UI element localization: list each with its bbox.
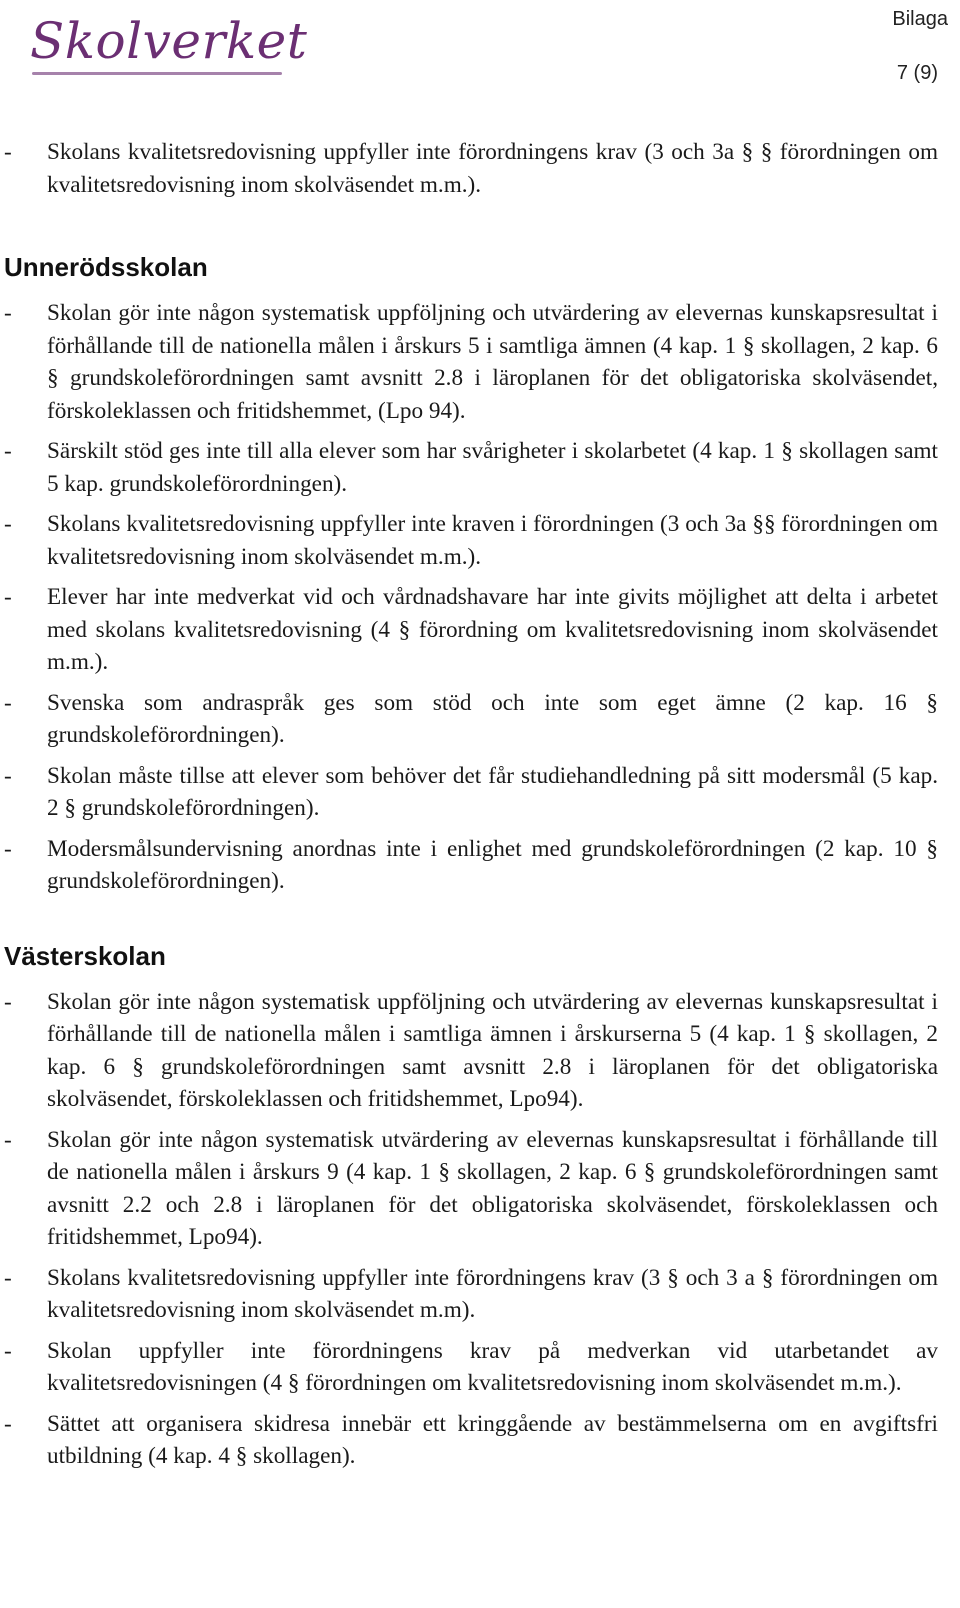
list-item-text: Särskilt stöd ges inte till alla elever som har svårigheter i skolarbetet (4 kap. 1 § skollagen samt 5 kap. grundskoleförordningen). bbox=[47, 438, 938, 497]
list-item-text: Skolans kvalitetsredovisning uppfyller inte kraven i förordningen (3 och 3a §§ förordningen om kvalitetsredovisning inom skolväsendet m.m.). bbox=[47, 511, 938, 570]
list-item bbox=[4, 581, 938, 679]
attachment-label: Bilaga bbox=[892, 8, 948, 30]
list-dash: - bbox=[4, 762, 12, 789]
list-dash: - bbox=[4, 988, 12, 1015]
list-item bbox=[4, 297, 938, 427]
list-item bbox=[4, 1262, 938, 1327]
list-dash: - bbox=[4, 1126, 12, 1153]
section-title: Västerskolan bbox=[4, 940, 166, 971]
logo-underline bbox=[32, 72, 282, 75]
list-item-text: Skolan gör inte någon systematisk uppföljning och utvärdering av elevernas kunskapsresultat i förhållande till de nationella målen i årskurs 5 i samtliga ämnen (4 kap. 1 § skollagen, 2 kap. 6 § grundskoleförordningen samt avsnitt 2.8 i läroplanen för det obligatoriska skolväsendet, förskoleklassen och fritidshemmet, (Lpo 94). bbox=[47, 300, 938, 424]
list-item bbox=[4, 1124, 938, 1254]
list-item bbox=[4, 833, 938, 898]
skolverket-logo: Skolverket bbox=[30, 12, 308, 70]
list-item bbox=[4, 508, 938, 573]
list-dash: - bbox=[4, 1264, 12, 1291]
list-item-text: Elever har inte medverkat vid och vårdnadshavare har inte givits möjlighet att delta i arbetet med skolans kvalitetsredovisning (4 § förordning om kvalitetsredovisning inom skolväsendet m.m.). bbox=[47, 584, 938, 675]
list-dash: - bbox=[4, 835, 12, 862]
list-dash: - bbox=[4, 300, 12, 326]
list-dash: - bbox=[4, 438, 12, 464]
list-dash: - bbox=[4, 689, 12, 716]
list-item-text: Skolans kvalitetsredovisning uppfyller inte förordningens krav (3 och 3a § § förordningen om kvalitetsredovisning inom skolväsendet m.m.). bbox=[47, 139, 938, 198]
list-item-text: Skolans kvalitetsredovisning uppfyller inte förordningens krav (3 § och 3 a § förordningen om kvalitetsredovisning inom skolväsendet m.m). bbox=[47, 1264, 938, 1323]
list-item bbox=[4, 136, 938, 201]
list-dash: - bbox=[4, 1337, 12, 1364]
list-dash: - bbox=[4, 1410, 12, 1437]
list-dash: - bbox=[4, 511, 12, 537]
list-item bbox=[4, 760, 938, 825]
document-body bbox=[4, 136, 938, 1473]
list-item bbox=[4, 687, 938, 752]
list-item-text: Svenska som andraspråk ges som stöd och inte som eget ämne (2 kap. 16 § grundskoleförordningen). bbox=[47, 689, 938, 748]
section-title: Unnerödsskolan bbox=[4, 252, 208, 282]
list-item-text: Modersmålsundervisning anordnas inte i enlighet med grundskoleförordningen (2 kap. 10 § grundskoleförordningen). bbox=[47, 835, 938, 894]
list-item bbox=[4, 1335, 938, 1400]
list-item-text: Skolan gör inte någon systematisk utvärdering av elevernas kunskapsresultat i förhållande till de nationella målen i årskurs 9 (4 kap. 1 § skollagen, 2 kap. 6 § grundskoleförordningen samt avsnitt 2.2 och 2.8 i läroplanen för det obligatoriska skolväsendet, förskoleklassen och fritidshemmet, Lpo94). bbox=[47, 1126, 938, 1250]
list-item-text: Sättet att organisera skidresa innebär ett kringgående av bestämmelserna om en avgiftsfri utbildning (4 kap. 4 § skollagen). bbox=[47, 1410, 938, 1469]
list-item bbox=[4, 435, 938, 500]
page-number: 7 (9) bbox=[896, 62, 938, 84]
list-dash: - bbox=[4, 584, 12, 610]
list-item-text: Skolan måste tillse att elever som behöver det får studiehandledning på sitt modersmål (5 kap. 2 § grundskoleförordningen). bbox=[47, 762, 938, 821]
list-dash: - bbox=[4, 139, 12, 165]
list-item bbox=[4, 1408, 938, 1473]
list-item-text: Skolan gör inte någon systematisk uppföljning och utvärdering av elevernas kunskapsresultat i förhållande till de nationella målen i samtliga ämnen i årskurserna 5 (4 kap. 1 § skollagen, 2 kap. 6 § grundskoleförordningen samt avsnitt 2.8 i läroplanen för det obligatoriska skolväsendet, förskoleklassen och fritidshemmet, Lpo94). bbox=[47, 988, 938, 1112]
list-item-text: Skolan uppfyller inte förordningens krav på medverkan vid utarbetandet av kvalitetsredovisningen (4 § förordningen om kvalitetsredovisning inom skolväsendet m.m.). bbox=[47, 1337, 938, 1396]
list-item bbox=[4, 986, 938, 1116]
